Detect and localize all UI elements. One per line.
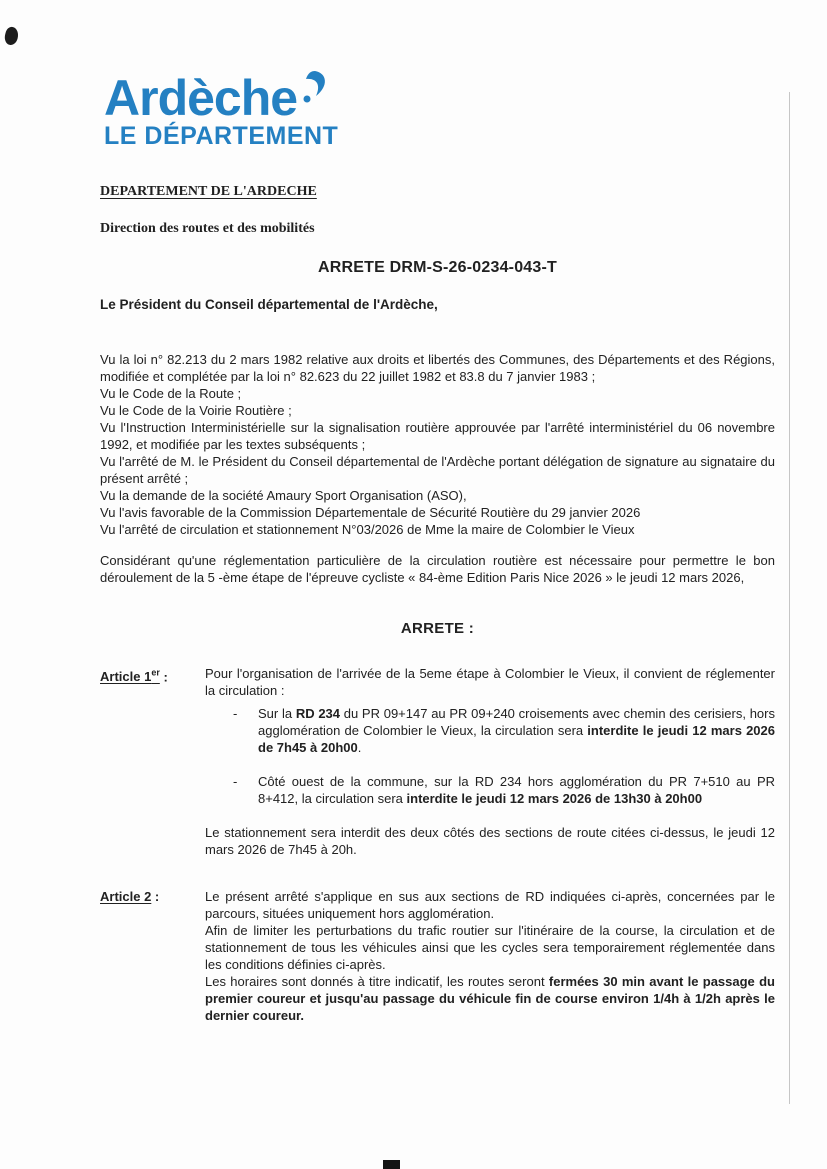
article-1-body [205,665,775,858]
article-1-label-colon: : [159,669,168,685]
article-1-bullet-2-text: Côté ouest de la commune, sur la RD 234 hors agglomération du PR 7+510 au PR 8+412, la circulation sera interdite le jeudi 12 mars 2026 de 13h30 à 20h00 [258,774,775,806]
article-1-label-text: Article 1 [100,669,152,685]
article-1-label [100,665,205,858]
scan-artifact-top-left [3,26,20,47]
vu-item: Vu l'avis favorable de la Commission Départementale de Sécurité Routière du 29 janvier 2026 [100,505,641,520]
direction-heading: Direction des routes et des mobilités [100,221,315,236]
article-2-label-text: Article 2 [100,889,152,904]
article-2-paragraph-3: Les horaires sont donnés à titre indicatif, les routes seront fermées 30 min avant le passage du premier coureur et jusqu'au passage du véhicule fin de course environ 1/4h à 1/2h après le dernier coureur. [205,974,775,1023]
article-1 [100,665,775,858]
document-content [0,70,827,1024]
arrete-heading: ARRETE : [400,620,475,637]
department-heading: DEPARTEMENT DE L'ARDECHE [100,184,317,199]
logo-swoosh-icon [300,69,332,107]
article-1-intro: Pour l'organisation de l'arrivée de la 5eme étape à Colombier le Vieux, il convient de réglementer la circulation : [205,666,775,698]
vu-item: Vu le Code de la Route ; [100,386,242,401]
ardeche-logo [104,70,775,150]
president-salutation: Le Président du Conseil départemental de l'Ardèche, [100,297,438,312]
article-2-paragraph-1: Le présent arrêté s'applique en sus aux sections de RD indiquées ci-après, concernées par le parcours, situées uniquement hors agglomération. [205,889,775,921]
scan-artifact-bottom [383,1160,400,1169]
vu-item: Vu le Code de la Voirie Routière ; [100,403,292,418]
article-1-bullet-1 [205,705,775,756]
logo-brand-text: Ardèche [104,70,298,126]
considerant-paragraph: Considérant qu'une réglementation particulière de la circulation routière est nécessaire pour permettre le bon déroulement de la 5 -ème étape de l'épreuve cycliste « 84-ème Edition Paris Nice 2026 » le jeudi 12 mars 2026, [100,553,775,585]
bullet-dash: - [233,774,238,789]
vu-recitals [100,351,775,538]
vu-item: Vu la loi n° 82.213 du 2 mars 1982 relative aux droits et libertés des Communes, des Départements et des Régions, modifiée et complétée par la loi n° 82.623 du 22 juillet 1982 et 83.8 du 7 janvier 1983 ; [100,352,775,384]
logo-subtitle: LE DÉPARTEMENT [104,122,339,150]
article-2-body [205,888,775,1024]
article-2-paragraph-2: Afin de limiter les perturbations du trafic routier sur l'itinéraire de la course, la circulation et de stationnement de tous les véhicules ainsi que les cycles sera temporairement réglementée dans les conditions définies ci-après. [205,923,775,972]
article-1-bullet-1-text: Sur la RD 234 du PR 09+147 au PR 09+240 croisements avec chemin des cerisiers, hors agglomération de Colombier le Vieux, la circulation sera interdite le jeudi 12 mars 2026 de 7h45 à 20h00. [258,706,775,755]
document-title: ARRETE DRM-S-26-0234-043-T [317,259,558,276]
article-1-bullet-2 [205,773,775,807]
article-2 [100,888,775,1024]
article-1-closing: Le stationnement sera interdit des deux côtés des sections de route citées ci-dessus, le jeudi 12 mars 2026 de 7h45 à 20h. [205,825,775,857]
vu-item: Vu l'arrêté de M. le Président du Conseil départemental de l'Ardèche portant délégation de signature au signataire du présent arrêté ; [100,454,775,486]
scan-artifact-right-edge [789,92,790,1104]
article-1-label-sup: er [151,668,160,678]
vu-item: Vu l'Instruction Interministérielle sur la signalisation routière approuvée par l'arrêté interministériel du 06 novembre 1992, et modifiée par les textes subséquents ; [100,420,775,452]
bullet-dash: - [233,706,238,721]
article-2-label-colon: : [151,889,160,904]
vu-item: Vu la demande de la société Amaury Sport Organisation (ASO), [100,488,467,503]
vu-item: Vu l'arrêté de circulation et stationnement N°03/2026 de Mme la maire de Colombier le Vieux [100,522,635,537]
article-2-label [100,888,205,1024]
